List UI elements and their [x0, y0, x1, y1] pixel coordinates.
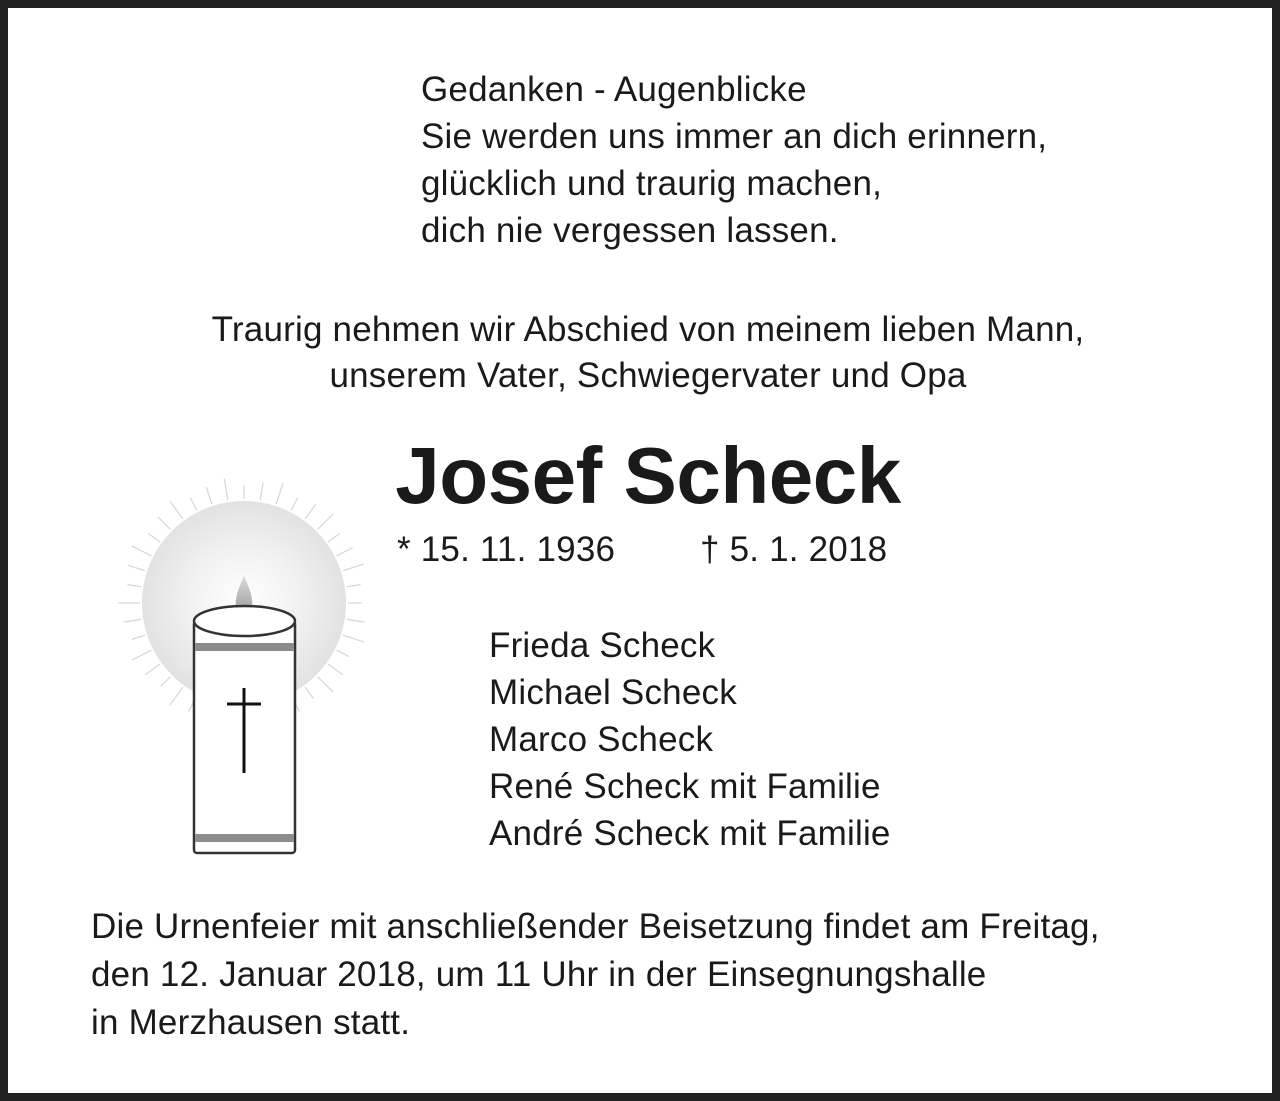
glow-ray	[132, 650, 152, 660]
glow-ray	[132, 635, 145, 639]
poem	[421, 66, 1047, 254]
glow-ray	[305, 504, 316, 519]
candle-band-bottom	[196, 834, 294, 842]
glow-ray	[149, 534, 160, 542]
glow-ray	[170, 687, 183, 705]
glow-ray	[337, 548, 353, 556]
notice-line: in Merzhausen statt.	[91, 1003, 411, 1042]
glow-ray	[145, 664, 160, 675]
glow-ray	[128, 565, 145, 571]
deceased-name: Josef Scheck	[395, 431, 901, 520]
intro-line: Traurig nehmen wir Abschied von meinem lieben Mann,	[211, 310, 1085, 349]
poem-line: Sie werden uns immer an dich erinnern,	[421, 117, 1048, 156]
glow-ray	[124, 619, 142, 622]
mourner-name: Michael Scheck	[489, 673, 737, 712]
mourner-name: Frieda Scheck	[489, 626, 716, 665]
glow-ray	[260, 483, 263, 501]
glow-ray	[132, 546, 152, 556]
notice-line: Die Urnenfeier mit anschließender Beisetzung findet am Freitag,	[91, 907, 1100, 946]
intro-line: unserem Vater, Schwiegervater und Opa	[329, 356, 967, 395]
poem-line: glücklich und traurig machen,	[421, 164, 883, 203]
glow-ray	[347, 619, 365, 622]
glow-ray	[170, 501, 183, 519]
mourner-name: René Scheck mit Familie	[489, 767, 881, 806]
poem-line: dich nie vergessen lassen.	[421, 211, 839, 250]
glow-ray	[347, 585, 361, 587]
glow-ray	[318, 514, 334, 530]
poem-line: Gedanken - Augenblicke	[421, 70, 807, 109]
glow-ray	[224, 479, 227, 501]
farewell-intro	[8, 306, 1280, 398]
funeral-notice	[91, 903, 1100, 1047]
glow-ray	[276, 483, 283, 504]
glow-ray	[343, 635, 364, 642]
mourner-name: Marco Scheck	[489, 720, 714, 759]
glow-ray	[127, 585, 141, 587]
glow-ray	[343, 564, 364, 571]
glow-ray	[305, 687, 313, 698]
glow-ray	[328, 664, 343, 675]
mourner-name: André Scheck mit Familie	[489, 814, 891, 853]
glow-ray	[291, 498, 297, 510]
notice-line: den 12. Januar 2018, um 11 Uhr in der Einsegnungshalle	[91, 955, 987, 994]
glow-ray	[161, 677, 171, 687]
glow-ray	[158, 517, 171, 530]
death-date: † 5. 1. 2018	[700, 530, 888, 569]
candle-with-cross-icon	[104, 478, 394, 878]
glow-ray	[190, 498, 196, 510]
glow-ray	[328, 534, 339, 542]
candle-top	[194, 606, 295, 636]
candle-band-top	[196, 643, 294, 651]
glow-ray	[318, 677, 334, 693]
glow-ray	[206, 487, 212, 504]
glow-ray	[337, 650, 349, 656]
birth-date: * 15. 11. 1936	[397, 530, 616, 569]
mourners-list	[489, 622, 891, 857]
